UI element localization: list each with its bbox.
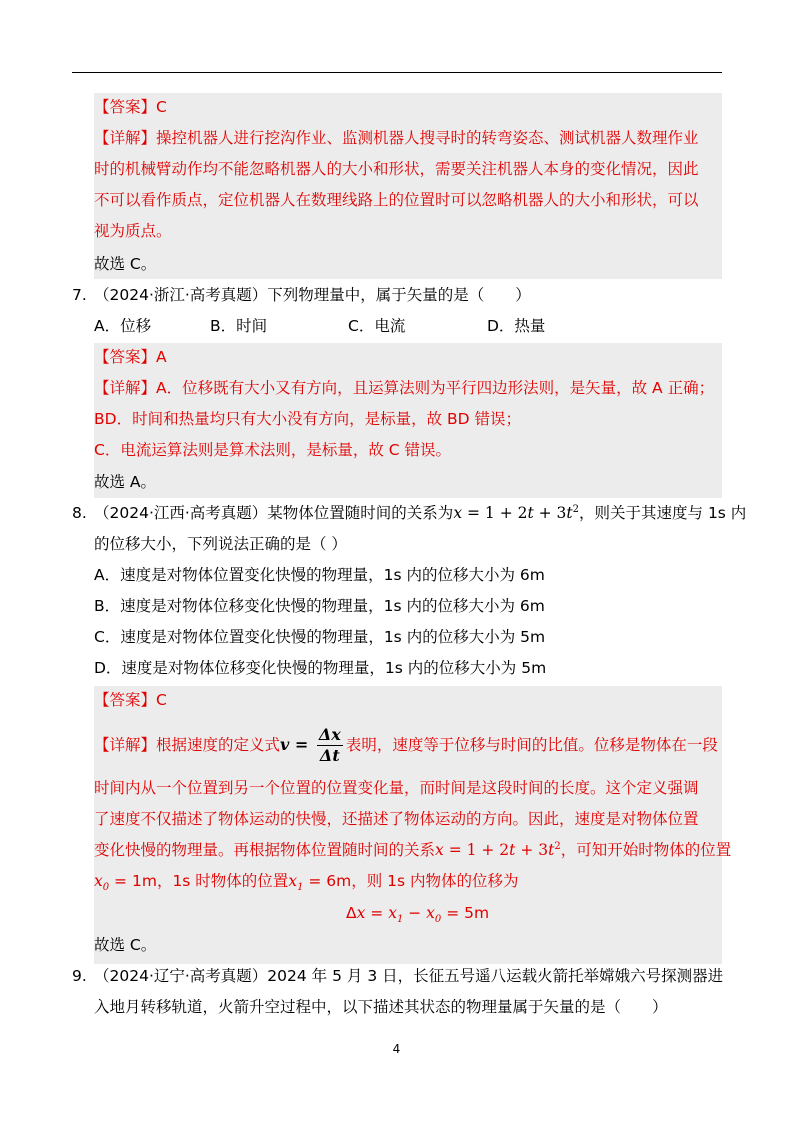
q8-formula-rhs2: + 3 bbox=[515, 841, 549, 859]
x0-sub: 0 bbox=[102, 882, 110, 894]
velocity-eq: = bbox=[289, 735, 314, 754]
x0-symbol bbox=[94, 872, 110, 894]
q9-stem-line: （2024·辽宁·高考真题）2024 年 5 月 3 日，长征五号遥八运载火箭托举嫦娥六号探测器进 bbox=[94, 967, 724, 985]
page-number: 4 bbox=[392, 1042, 401, 1056]
q8-detail-text: ，1s 时物体的位置 bbox=[156, 872, 289, 890]
q8-conclusion: 故选 C。 bbox=[94, 936, 157, 954]
q8-stem-text: （2024·江西·高考真题）某物体位置随时间的关系为 bbox=[94, 504, 454, 522]
x1-symbol bbox=[288, 872, 304, 894]
result-x: x bbox=[356, 904, 366, 922]
q8-formula bbox=[453, 504, 579, 522]
x0-x: x bbox=[94, 872, 103, 890]
result-eq: = bbox=[365, 904, 389, 922]
q8-formula-t2: t bbox=[548, 841, 555, 859]
q6-detail-line: 视为质点。 bbox=[94, 222, 172, 240]
q8-formula-t1: t bbox=[509, 841, 516, 859]
q8-formula-x: x bbox=[435, 841, 444, 859]
q9-stem-line: 入地月转移轨道，火箭升空过程中，以下描述其状态的物理量属于矢量的是（ ） bbox=[94, 998, 668, 1016]
q8-result-equation bbox=[346, 903, 490, 926]
q7-option-c: C．电流 bbox=[348, 317, 406, 335]
q6-detail-line: 不可以看作质点，定位机器人在数理线路上的位置时可以忽略机器人的大小和形状，可以 bbox=[94, 191, 699, 209]
q8-formula-repeat bbox=[435, 841, 561, 859]
q8-option-c: C．速度是对物体位置变化快慢的物理量，1s 内的位移大小为 5m bbox=[94, 628, 546, 646]
q8-formula-exp: 2 bbox=[554, 840, 561, 852]
q6-detail-line: 时的机械臂动作均不能忽略机器人的大小和形状，需要关注机器人本身的变化情况，因此 bbox=[94, 160, 699, 178]
q8-detail-first bbox=[94, 725, 718, 765]
q8-detail-text: 【详解】根据速度的定义式 bbox=[94, 736, 281, 754]
q8-formula-exp: 2 bbox=[572, 503, 580, 515]
q8-number: 8. bbox=[72, 504, 87, 522]
q8-formula-t1: t bbox=[527, 504, 534, 522]
velocity-v: v bbox=[280, 735, 290, 754]
result-x0-x: x bbox=[426, 904, 435, 922]
q7-option-d: D．热量 bbox=[487, 317, 546, 335]
result-x0 bbox=[426, 904, 442, 926]
q8-formula-t2: t bbox=[566, 504, 573, 522]
q7-detail-line: 【详解】A．位移既有大小又有方向，且运算法则为平行四边形法则，是矢量，故 A 正确； bbox=[94, 379, 715, 397]
velocity-symbol bbox=[280, 735, 314, 754]
result-value: = 5m bbox=[441, 904, 490, 922]
q8-option-a: A．速度是对物体位置变化快慢的物理量，1s 内的位移大小为 6m bbox=[94, 566, 545, 584]
q7-answer: 【答案】A bbox=[94, 348, 167, 366]
q8-stem bbox=[94, 503, 746, 523]
q8-detail-text: ，则 1s 内物体的位移为 bbox=[351, 872, 519, 890]
q7-number: 7. bbox=[72, 286, 87, 304]
q8-detail-line bbox=[94, 840, 731, 860]
q8-option-d: D．速度是对物体位移变化快慢的物理量，1s 内的位移大小为 5m bbox=[94, 659, 547, 677]
q8-detail-text: ，可知开始时物体的位置 bbox=[560, 841, 732, 859]
q8-detail-line bbox=[94, 871, 519, 894]
result-x1 bbox=[388, 904, 404, 926]
q8-formula-rhs1: = 1 + 2 bbox=[443, 841, 510, 859]
result-minus: − bbox=[403, 904, 427, 922]
header-rule bbox=[72, 72, 722, 73]
delta-symbol: Δ bbox=[346, 904, 357, 922]
q8-detail-line: 了速度不仅描述了物体运动的快慢，还描述了物体运动的方向。因此，速度是对物体位置 bbox=[94, 810, 699, 828]
q7-detail-line: C．电流运算法则是算术法则，是标量，故 C 错误。 bbox=[94, 441, 452, 459]
q8-option-b: B．速度是对物体位移变化快慢的物理量，1s 内的位移大小为 6m bbox=[94, 597, 545, 615]
q8-answer: 【答案】C bbox=[94, 691, 167, 709]
x1-sub: 1 bbox=[297, 882, 304, 894]
answer-block-q6 bbox=[94, 93, 722, 279]
fraction-numerator: Δx bbox=[318, 725, 341, 744]
q7-detail-line: BD．时间和热量均只有大小没有方向，是标量，故 BD 错误； bbox=[94, 410, 521, 428]
q7-option-a: A．位移 bbox=[94, 317, 152, 335]
q8-stem-text: ，则关于其速度与 1s 内 bbox=[579, 504, 747, 522]
x1-value: = 6m bbox=[303, 872, 352, 890]
q7-conclusion: 故选 A。 bbox=[94, 473, 157, 491]
q7-stem: （2024·浙江·高考真题）下列物理量中，属于矢量的是（ ） bbox=[94, 286, 531, 304]
q8-formula-rhs2: + 3 bbox=[533, 504, 567, 522]
q6-detail-line: 【详解】操控机器人进行挖沟作业、监测机器人搜寻时的转弯姿态、测试机器人数理作业 bbox=[94, 129, 699, 147]
q8-detail-text: 变化快慢的物理量。再根据物体位置随时间的关系 bbox=[94, 841, 436, 859]
fraction-denominator: Δt bbox=[319, 746, 340, 765]
q8-detail-line: 时间内从一个位置到另一个位置的位置变化量，而时间是这段时间的长度。这个定义强调 bbox=[94, 779, 699, 797]
q9-number: 9. bbox=[72, 967, 87, 985]
q8-formula-x: x bbox=[453, 504, 463, 522]
q6-conclusion: 故选 C。 bbox=[94, 255, 157, 273]
result-x0-sub: 0 bbox=[434, 914, 442, 926]
q8-formula-rhs1: = 1 + 2 bbox=[462, 504, 528, 522]
x0-value: = 1m bbox=[109, 872, 157, 890]
q7-option-b: B．时间 bbox=[210, 317, 268, 335]
q6-answer: 【答案】C bbox=[94, 98, 167, 116]
velocity-fraction bbox=[317, 725, 343, 766]
result-x1-x: x bbox=[388, 904, 397, 922]
q8-stem-line2: 的位移大小，下列说法正确的是（ ） bbox=[94, 535, 347, 553]
x1-x: x bbox=[288, 872, 298, 890]
result-x1-sub: 1 bbox=[396, 914, 404, 926]
q8-detail-text: 表明，速度等于位移与时间的比值。位移是物体在一段 bbox=[345, 736, 718, 754]
